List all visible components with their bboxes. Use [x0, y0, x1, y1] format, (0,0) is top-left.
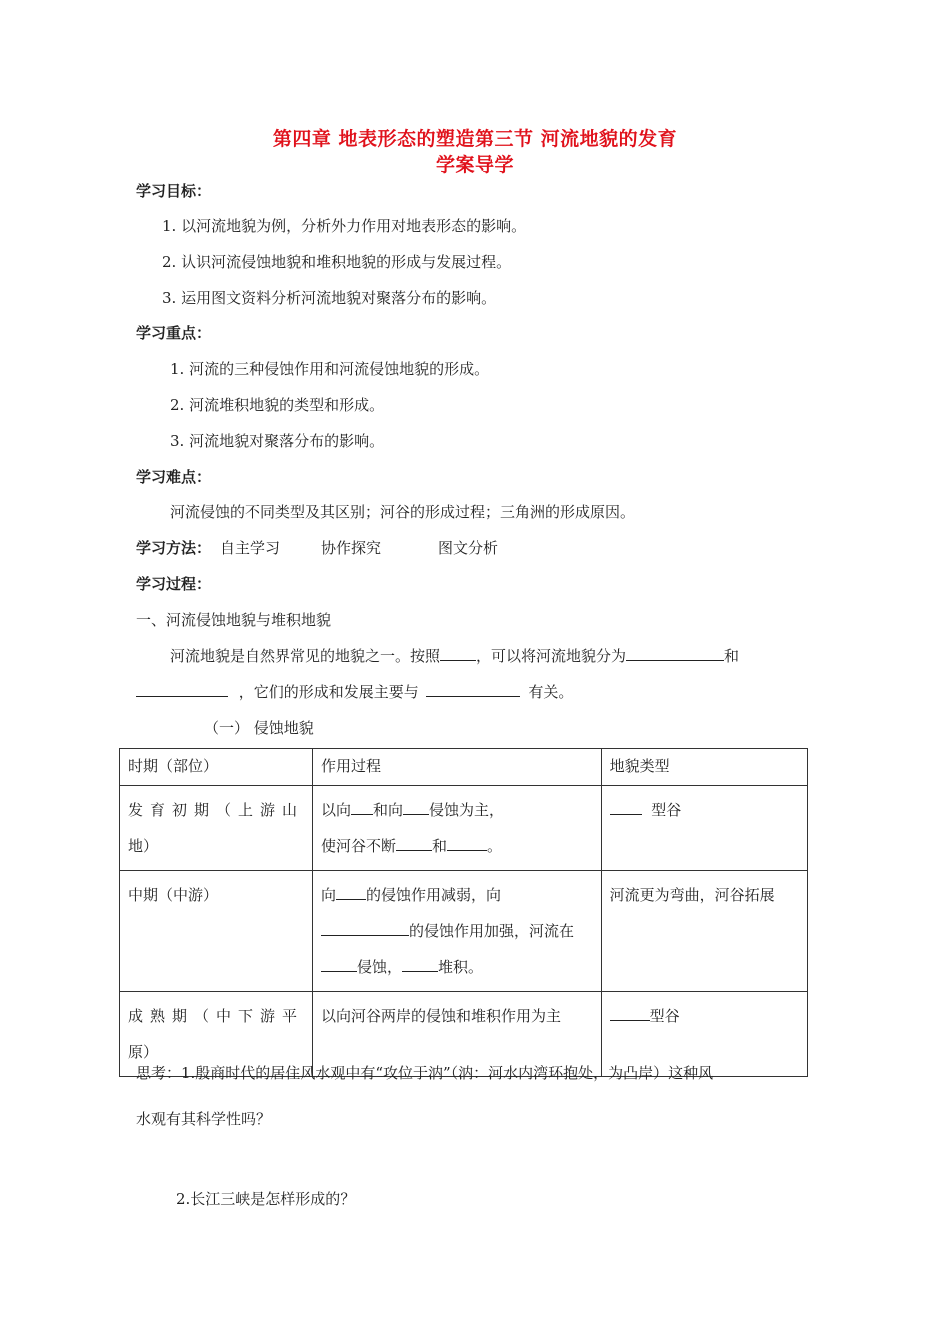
- subsection-heading: （一） 侵蚀地貌: [204, 719, 314, 737]
- process-heading: 学习过程：: [136, 575, 212, 593]
- process-cell: 向 的侵蚀作用减弱，向 的侵蚀作用加强，河流在 侵蚀， 堆积。: [313, 871, 602, 992]
- fill-blank[interactable]: [626, 646, 724, 661]
- goals-heading: 学习目标：: [136, 182, 212, 200]
- document-title-line2: 学案导学: [435, 154, 514, 176]
- period-cell: 成熟期（中下游平 原）: [120, 992, 313, 1077]
- fill-blank[interactable]: [403, 800, 429, 815]
- goal-item: 1. 以河流地貌为例，分析外力作用对地表形态的影响。: [162, 217, 527, 235]
- method-heading: 学习方法：: [136, 539, 212, 557]
- header-cell: 时期（部位）: [120, 749, 313, 786]
- type-cell: 型谷: [601, 992, 807, 1077]
- fill-blank[interactable]: [321, 957, 357, 972]
- table-row: [120, 871, 808, 992]
- process-cell: 以向 和向 侵蚀为主， 使河谷不断 和 。: [313, 786, 602, 871]
- fill-blank[interactable]: [402, 957, 438, 972]
- method-item: 自主学习: [220, 539, 281, 557]
- difficulty-heading: 学习难点：: [136, 468, 212, 486]
- para-text: ，可以将河流地貌分为: [476, 647, 627, 665]
- method-item: 图文分析: [438, 539, 499, 557]
- para-text: 和: [724, 647, 740, 665]
- erosion-landform-table: [119, 748, 808, 1077]
- process-cell: 以向河谷两岸的侵蚀和堆积作用为主: [313, 992, 602, 1077]
- table-row: [120, 786, 808, 871]
- period-cell: 发育初期（上游山 地）: [120, 786, 313, 871]
- method-item: 协作探究: [321, 539, 382, 557]
- think-question-2: 2.长江三峡是怎样形成的？: [176, 1190, 356, 1208]
- header-cell: 地貌类型: [601, 749, 807, 786]
- paragraph-line2: [136, 681, 573, 702]
- think-question-1-cont: 水观有其科学性吗？: [136, 1110, 272, 1128]
- goal-item: 2. 认识河流侵蚀地貌和堆积地貌的形成与发展过程。: [162, 253, 512, 271]
- type-cell: 河流更为弯曲，河谷拓展: [601, 871, 807, 992]
- fill-blank[interactable]: [321, 921, 409, 936]
- fill-blank[interactable]: [447, 836, 487, 851]
- table-header-row: [120, 749, 808, 786]
- period-cell: 中期（中游）: [120, 871, 313, 992]
- para-text: ，它们的形成和发展主要与: [238, 683, 419, 701]
- fill-blank[interactable]: [440, 646, 476, 661]
- goal-item: 3. 运用图文资料分析河流地貌对聚落分布的影响。: [162, 289, 497, 307]
- section-heading: 一、河流侵蚀地貌与堆积地貌: [136, 611, 332, 629]
- fill-blank[interactable]: [610, 800, 642, 815]
- header-cell: 作用过程: [313, 749, 602, 786]
- focus-heading: 学习重点：: [136, 324, 212, 342]
- fill-blank[interactable]: [610, 1006, 650, 1021]
- focus-item: 3. 河流地貌对聚落分布的影响。: [170, 432, 385, 450]
- fill-blank[interactable]: [351, 800, 373, 815]
- para-text: 有关。: [528, 683, 574, 701]
- difficulty-text: 河流侵蚀的不同类型及其区别；河谷的形成过程；三角洲的形成原因。: [170, 503, 636, 521]
- paragraph-line1: [170, 645, 739, 666]
- focus-item: 2. 河流堆积地貌的类型和形成。: [170, 396, 385, 414]
- fill-blank[interactable]: [336, 885, 366, 900]
- focus-item: 1. 河流的三种侵蚀作用和河流侵蚀地貌的形成。: [170, 360, 490, 378]
- fill-blank[interactable]: [426, 682, 520, 697]
- document-title-line1: 第四章 地表形态的塑造第三节 河流地貌的发育: [272, 128, 678, 150]
- think-question-1: 思考：1.殷商时代的居住风水观中有“攻位于汭”（汭：河水内湾环抱处，为凸岸）这种风: [136, 1064, 714, 1082]
- type-cell: 型谷: [601, 786, 807, 871]
- para-text: 河流地貌是自然界常见的地貌之一。按照: [170, 647, 441, 665]
- fill-blank[interactable]: [136, 682, 228, 697]
- fill-blank[interactable]: [396, 836, 432, 851]
